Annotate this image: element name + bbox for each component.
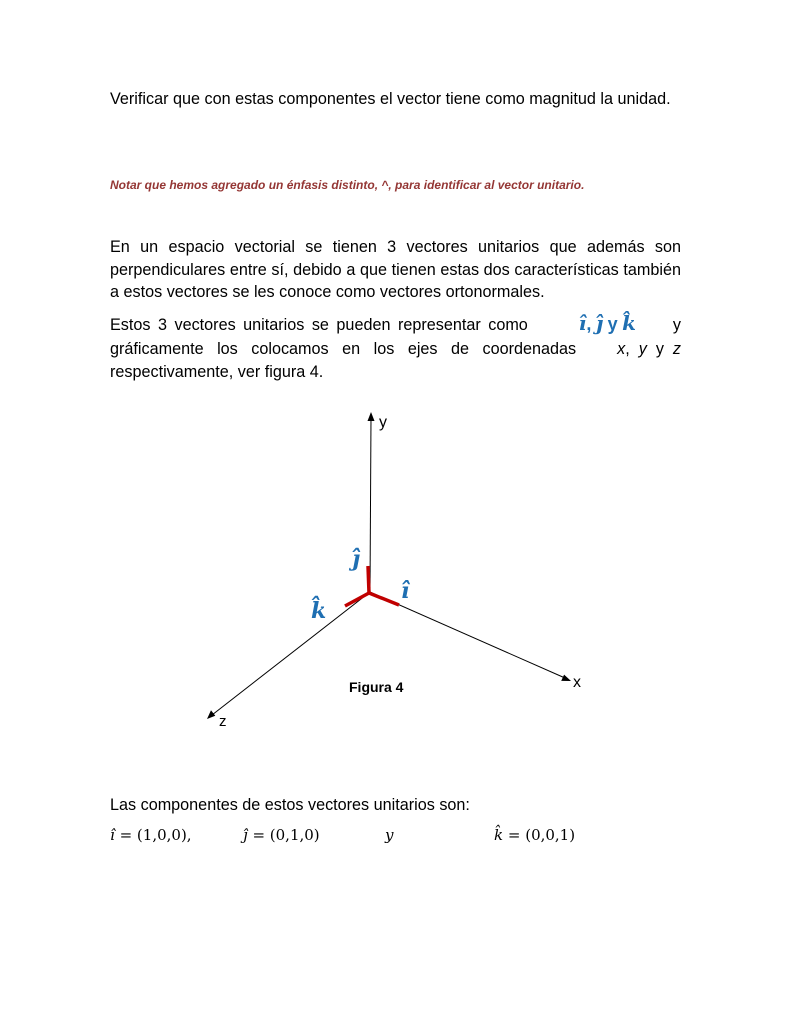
axis-y-arrowhead [368, 412, 375, 421]
component-j-value: = (0,1,0) [252, 826, 320, 844]
paragraph-magnitude: Verificar que con estas componentes el vector tiene como magnitud la unidad. [110, 90, 671, 108]
var-x: x [617, 340, 626, 358]
line2-lead: gráficamente los colocamos en los ejes de coordenadas [110, 340, 577, 358]
var-y: y [638, 340, 647, 358]
symbol-y-word: y [607, 314, 618, 334]
paragraph-orthonormal: En un espacio vectorial se tienen 3 vectores unitarios que además son perpendiculares entre sí, debido a que tienen estas dos características también a estos vectores se les conoce como vectores ortonormales. [110, 238, 681, 301]
tail-y: y [672, 316, 681, 334]
unit-vector-j [368, 566, 369, 593]
component-k [494, 826, 575, 844]
axis-x-label: x [573, 674, 581, 691]
component-conjunction [385, 826, 393, 844]
label-i: î [401, 578, 410, 604]
symbol-k: k̂ [622, 311, 636, 335]
component-i-value: = (1,0,0), [119, 826, 192, 844]
component-i [110, 826, 192, 844]
component-k-symbol: k̂ [494, 826, 504, 844]
lead-text: Estos 3 vectores unitarios se pueden representar como [110, 316, 528, 334]
axis-x-line [370, 592, 565, 678]
axis-x-arrowhead [561, 675, 571, 681]
axis-y-line [370, 417, 371, 592]
var-sep: , [625, 340, 630, 358]
unit-vector-i [369, 593, 399, 605]
components-intro: Las componentes de estos vectores unitarios son: [110, 796, 470, 814]
figure-caption: Figura 4 [349, 679, 404, 695]
component-k-value: = (0,0,1) [507, 826, 576, 844]
axis-y-label: y [379, 414, 387, 431]
component-i-symbol: ı̂ [110, 826, 115, 844]
component-j-symbol: ȷ̂ [243, 826, 248, 844]
var-and: y [655, 340, 664, 358]
unit-vector-k [345, 593, 369, 606]
axis-z-line [212, 592, 370, 715]
conjunction-y: y [385, 826, 394, 844]
label-k: k̂ [311, 598, 327, 624]
component-j [243, 826, 320, 844]
axis-z-label: z [219, 713, 227, 730]
var-z: z [672, 340, 681, 358]
label-j: ĵ [352, 546, 360, 572]
symbol-j: ĵ [595, 311, 604, 335]
symbol-i: î [578, 311, 587, 335]
unit-vectors [345, 566, 399, 606]
line-3: respectivamente, ver figura 4. [110, 362, 324, 381]
axes [212, 417, 565, 715]
symbol-comma: , [586, 314, 592, 334]
axis-z-arrowhead [207, 710, 215, 719]
note-emphasis: Notar que hemos agregado un énfasis distinto, ^, para identificar al vector unitario. [110, 178, 585, 192]
